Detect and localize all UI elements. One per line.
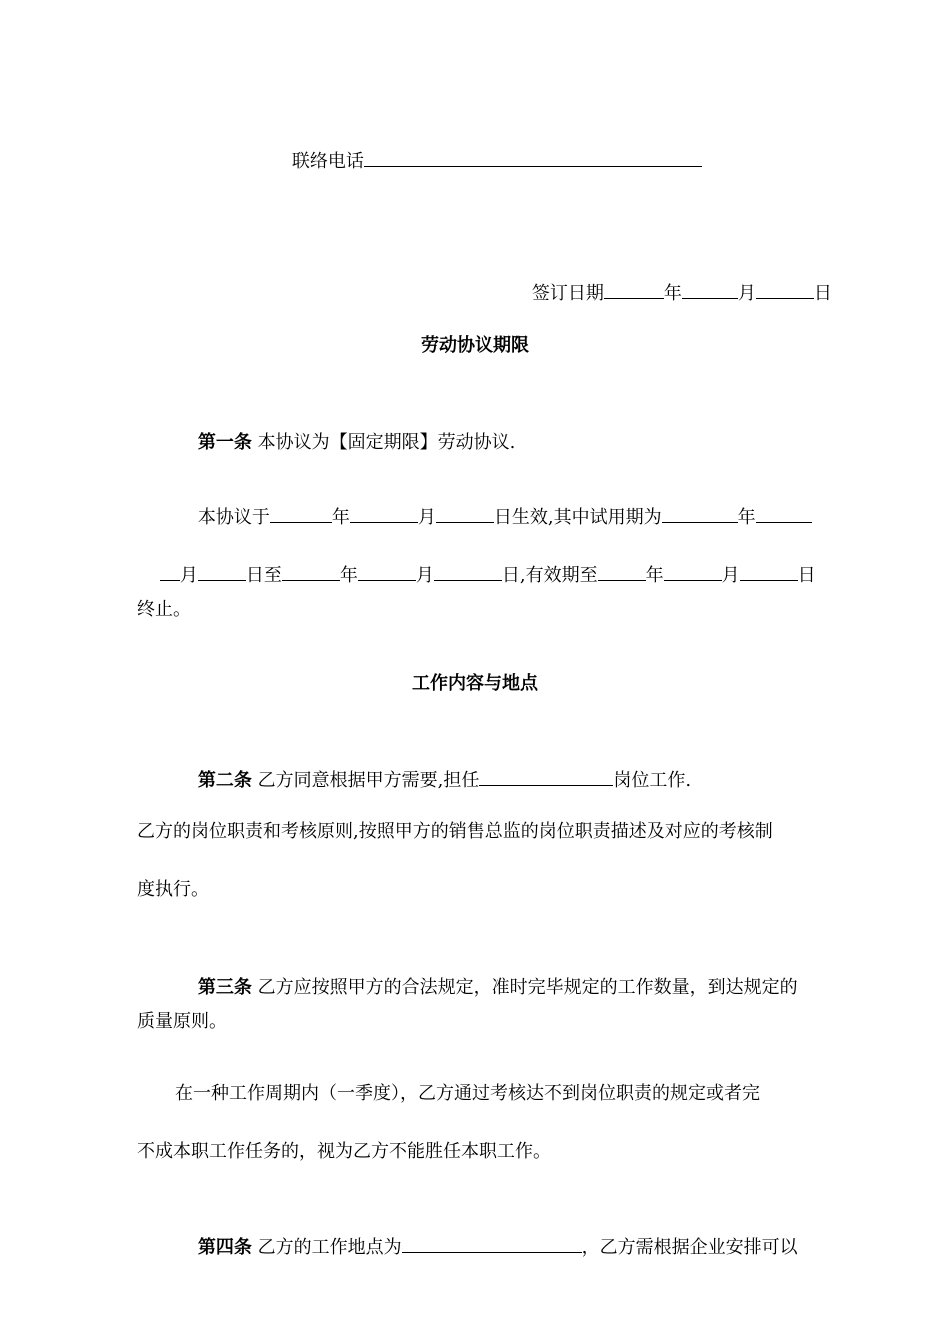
- contact-blank: [364, 150, 702, 167]
- valid-day-blank: [740, 564, 798, 581]
- valid-year-label: 年: [645, 565, 664, 586]
- effect-year-label: 年: [331, 507, 350, 528]
- effect-year-blank: [270, 506, 332, 523]
- article-1-text: 本协议为【固定期限】劳动协议.: [257, 432, 516, 453]
- probation-month-label: 月: [179, 565, 198, 586]
- probation-year-label: 年: [737, 507, 756, 528]
- duty-line-1: 乙方的岗位职责和考核原则,按照甲方的销售总监的岗位职责描述及对应的考核制: [137, 821, 773, 842]
- probation-day-blank: [198, 564, 246, 581]
- article-3-label: 第三条: [197, 977, 252, 998]
- article-4-text: 乙方的工作地点为: [257, 1237, 402, 1258]
- article-1: [175, 407, 515, 479]
- effect-line-3: 终止。: [137, 599, 191, 620]
- contact-line: [269, 126, 702, 198]
- probation-month-blank-start: [756, 506, 812, 523]
- section-heading-work: 工作内容与地点: [412, 673, 538, 694]
- effect-month-blank: [350, 506, 418, 523]
- sign-day-blank: [756, 282, 814, 299]
- effect-line-2: [137, 540, 816, 612]
- section-heading-term: 劳动协议期限: [421, 335, 529, 356]
- location-blank: [402, 1236, 582, 1253]
- article-4: [175, 1212, 798, 1284]
- position-blank: [479, 769, 613, 786]
- valid-year-blank: [598, 564, 646, 581]
- effect-text-4: 日,有效期至: [501, 565, 598, 586]
- probation-end-year-label: 年: [339, 565, 358, 586]
- effect-text-2: 日生效,其中试用期为: [493, 507, 662, 528]
- period-line-1: 在一种工作周期内（一季度），乙方通过考核达不到岗位职责的规定或者完: [175, 1083, 760, 1104]
- period-line-2: 不成本职工作任务的，视为乙方不能胜任本职工作。: [137, 1141, 551, 1162]
- sign-date-label: 签订日期: [531, 283, 604, 304]
- effect-text: 本协议于: [197, 507, 270, 528]
- probation-month-blank-end: [160, 564, 180, 581]
- probation-end-month-blank: [358, 564, 416, 581]
- article-3-line-2: 质量原则。: [137, 1011, 227, 1032]
- effect-month-label: 月: [417, 507, 436, 528]
- sign-day-label: 日: [813, 283, 832, 304]
- contact-label: 联络电话: [291, 151, 364, 172]
- effect-text-3: 日至: [245, 565, 282, 586]
- valid-day-label: 日: [797, 565, 816, 586]
- probation-end-month-label: 月: [415, 565, 434, 586]
- duty-line-2: 度执行。: [137, 879, 209, 900]
- article-4-text-2: ，乙方需根据企业安排可以: [581, 1237, 798, 1258]
- article-3-text: 乙方应按照甲方的合法规定，准时完毕规定的工作数量，到达规定的: [257, 977, 798, 998]
- article-2: [175, 745, 691, 817]
- probation-end-year-blank: [282, 564, 340, 581]
- sign-date-line: [509, 258, 832, 330]
- article-4-label: 第四条: [197, 1237, 252, 1258]
- article-1-label: 第一条: [197, 432, 252, 453]
- sign-month-blank: [682, 282, 738, 299]
- valid-month-blank: [664, 564, 722, 581]
- sign-month-label: 月: [737, 283, 756, 304]
- sign-year-blank: [604, 282, 664, 299]
- article-2-label: 第二条: [197, 770, 252, 791]
- probation-end-day-blank: [434, 564, 502, 581]
- article-2-text: 乙方同意根据甲方需要,担任: [257, 770, 480, 791]
- effect-day-blank: [436, 506, 494, 523]
- sign-year-label: 年: [663, 283, 682, 304]
- article-3: [175, 952, 798, 1024]
- valid-month-label: 月: [721, 565, 740, 586]
- article-2-text-2: 岗位工作.: [613, 770, 692, 791]
- probation-year-blank: [662, 506, 738, 523]
